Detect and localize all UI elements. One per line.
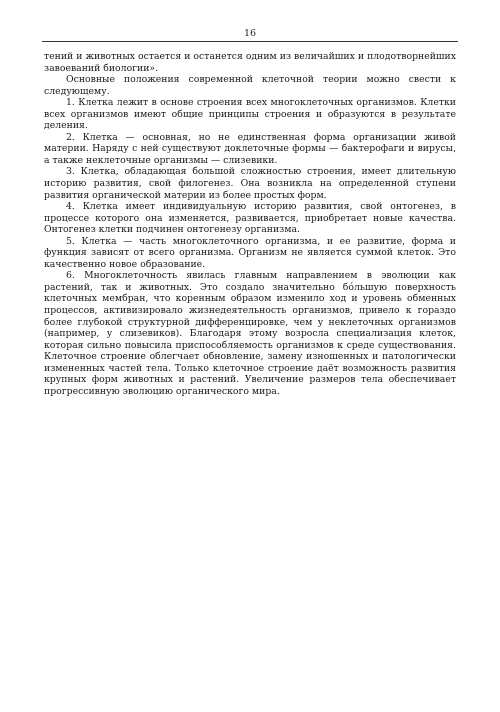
paragraph-point-6: 6. Многоклеточность явилась главным направлением в эволюции как растений, так и животных. Это создало значительно бо́льшую поверхность клеточных мембран, что коренным образом изменило ход и уровень обменных процессов, активизировало жизнедеятельность организмов, привело к гораздо более глубокой структурной дифференцировке, чем у неклеточных организмов (например, у слизевиков). Благодаря этому возросла специализация клеток, которая сильно повысила приспособляемость организмов к среде существования. Клеточное строение облегчает обновление, замену изношенных и патологически измененных частей тела. Только клеточное строение даёт возможность развития крупных форм животных и растений. Увеличение размеров тела обеспечивает прогрессивную эволюцию органического мира.	[44, 270, 456, 397]
paragraph-point-1: 1. Клетка лежит в основе строения всех многоклеточных организмов. Клетки всех организмов имеют общие принципы строения и образуются в результате деления.	[44, 97, 456, 132]
paragraph-continuation: тений и животных остается и останется одним из величайших и плодотворнейших завоеваний биологии».	[44, 51, 456, 74]
page-number: 16	[243, 28, 257, 39]
paragraph-point-2: 2. Клетка — основная, но не единственная форма организации живой материи. Наряду с ней существуют доклеточные формы — бактерофаги и вирусы, а также неклеточные организмы — слизевики.	[44, 131, 456, 166]
header-rule	[42, 41, 458, 42]
paragraph-point-3: 3. Клетка, обладающая большой сложностью строения, имеет длительную историю развития, свой филогенез. Она возникла на определенной ступени развития органической материи из более простых форм.	[44, 166, 456, 201]
paragraph-point-5: 5. Клетка — часть многоклеточного организма, и ее развитие, форма и функция зависят от всего организма. Организм не является суммой клеток. Это качественно новое образование.	[44, 235, 456, 270]
paragraph-point-4: 4. Клетка имеет индивидуальную историю развития, свой онтогенез, в процессе которого она изменяется, развивается, приобретает новые качества. Онтогенез клетки подчинен онтогенезу организма.	[44, 201, 456, 236]
paragraph-intro: Основные положения современной клеточной теории можно свести к следующему.	[44, 74, 456, 97]
body-text	[44, 51, 456, 397]
